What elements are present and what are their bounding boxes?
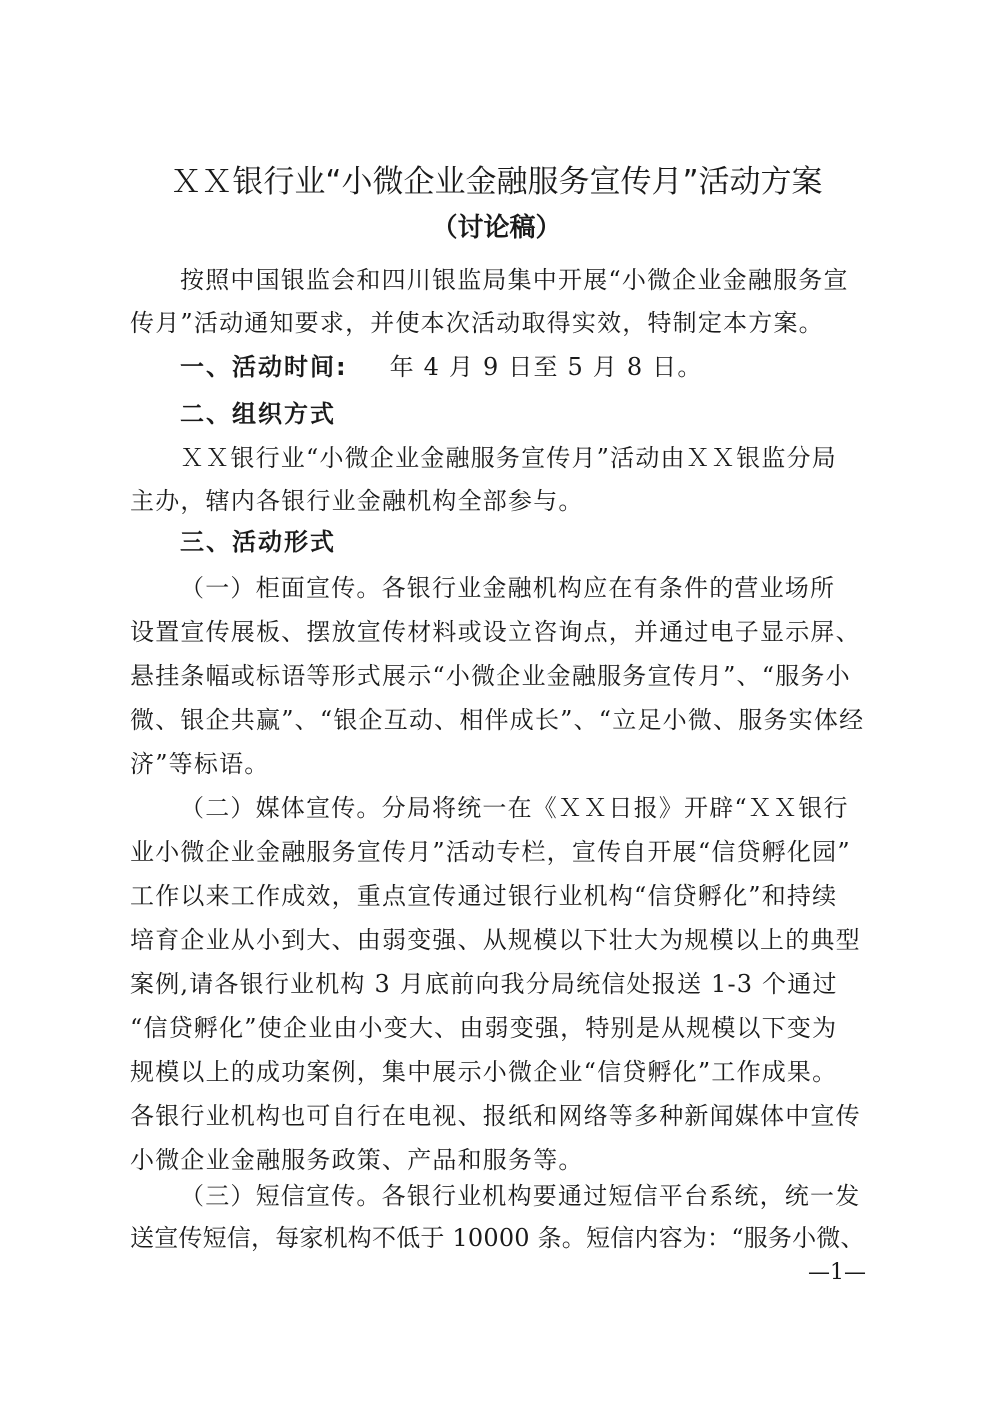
section-3-heading: 三、活动形式 xyxy=(180,528,336,556)
section-1 xyxy=(180,347,870,387)
item-1-line-1: （一）柜面宣传。各银行业金融机构应在有条件的营业场所 xyxy=(180,574,836,602)
section-2-line-2: 主办，辖内各银行业金融机构全部参与。 xyxy=(130,487,584,515)
section-2-heading: 二、组织方式 xyxy=(180,400,336,428)
item-3-line-2: 送宣传短信，每家机构不低于 10000 条。短信内容为：“服务小微、 xyxy=(130,1224,865,1252)
intro-line-2: 传月”活动通知要求，并使本次活动取得实效，特制定本方案。 xyxy=(130,309,824,337)
item-2-line-9: 小微企业金融服务政策、产品和服务等。 xyxy=(130,1146,584,1174)
item-1-line-5: 济”等标语。 xyxy=(130,750,270,778)
section-1-text: 年 4 月 9 日至 5 月 8 日。 xyxy=(389,353,703,381)
item-3-line-1: （三）短信宣传。各银行业机构要通过短信平台系统，统一发 xyxy=(180,1182,861,1210)
item-1-line-3: 悬挂条幅或标语等形式展示“小微企业金融服务宣传月”、“服务小 xyxy=(130,662,851,690)
item-2-line-5: 案例,请各银行业机构 3 月底前向我分局统信处报送 1-3 个通过 xyxy=(130,970,838,998)
document-title: ＸＸ银行业“小微企业金融服务宣传月”活动方案 xyxy=(170,164,823,200)
item-2-line-4: 培育企业从小到大、由弱变强、从规模以下壮大为规模以上的典型 xyxy=(130,926,861,954)
item-2-line-3: 工作以来工作成效，重点宣传通过银行业机构“信贷孵化”和持续 xyxy=(130,882,838,910)
page-number: —1— xyxy=(808,1260,866,1285)
item-1-line-2: 设置宣传展板、摆放宣传材料或设立咨询点，并通过电子显示屏、 xyxy=(130,618,861,646)
section-2-line-1: ＸＸ银行业“小微企业金融服务宣传月”活动由ＸＸ银监分局 xyxy=(180,444,837,472)
document-subtitle: （讨论稿） xyxy=(431,213,562,243)
item-2-line-6: “信贷孵化”使企业由小变大、由弱变强，特别是从规模以下变为 xyxy=(130,1014,838,1042)
item-1-line-4: 微、银企共赢”、“银企互动、相伴成长”、“立足小微、服务实体经 xyxy=(130,706,865,734)
item-2-line-1: （二）媒体宣传。分局将统一在《ＸＸ日报》开辟“ＸＸ银行 xyxy=(180,794,849,822)
item-2-line-2: 业小微企业金融服务宣传月”活动专栏，宣传自开展“信贷孵化园” xyxy=(130,838,851,866)
section-1-heading: 一、活动时间: xyxy=(180,353,348,381)
item-2-line-8: 各银行业机构也可自行在电视、报纸和网络等多种新闻媒体中宣传 xyxy=(130,1102,861,1130)
intro-line-1: 按照中国银监会和四川银监局集中开展“小微企业金融服务宣 xyxy=(180,266,849,294)
item-2-line-7: 规模以上的成功案例，集中展示小微企业“信贷孵化”工作成果。 xyxy=(130,1058,838,1086)
